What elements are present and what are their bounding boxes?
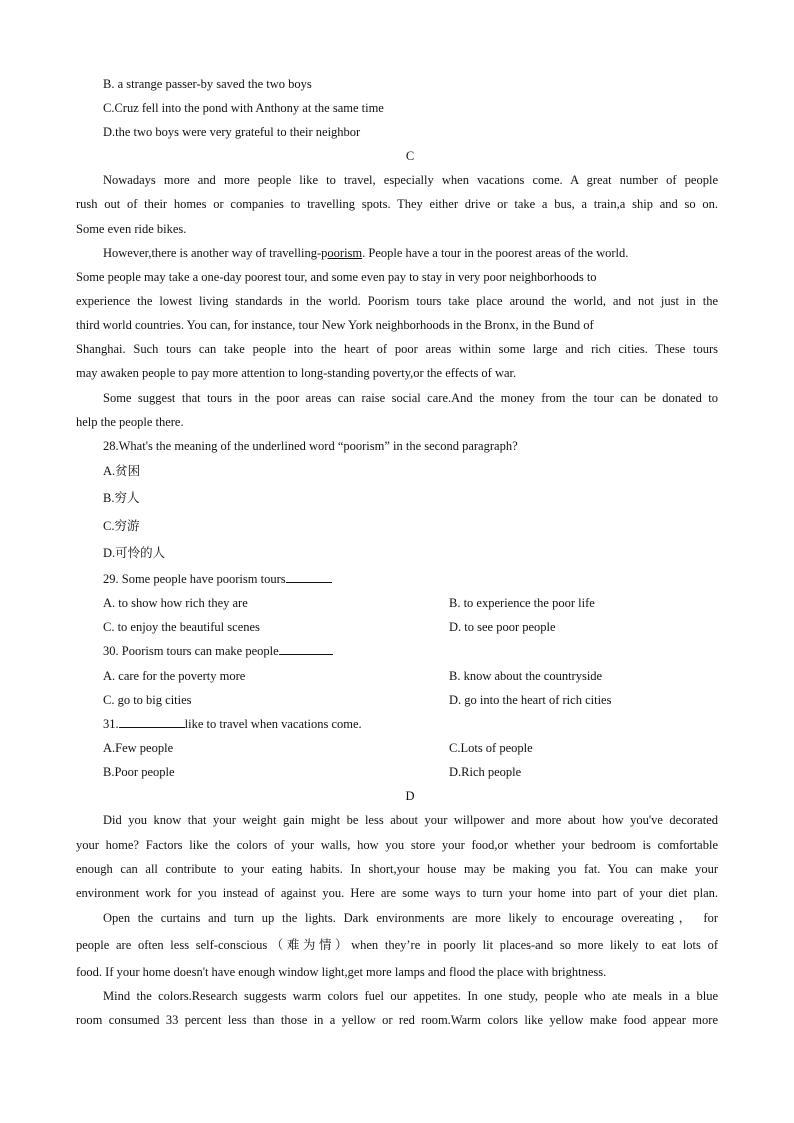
paragraph-line: Mind the colors.Research suggests warm colors fuel our appetites. In one study, people who ate meals in a blue	[103, 989, 718, 1003]
paragraph-line: Some suggest that tours in the poor areas can raise social care.And the money from the tour can be donated to	[103, 391, 718, 405]
paragraph-line: Shanghai. Such tours can take people into the heart of poor areas within some large and rich cities. These tours	[76, 342, 718, 356]
paragraph-line: help the people there.	[76, 415, 184, 429]
question-31	[103, 716, 362, 732]
paragraph-line: may awaken people to pay more attention to long-standing poverty,or the effects of war.	[76, 366, 517, 380]
option-c: C.Cruz fell into the pond with Anthony at the same time	[103, 101, 384, 115]
q29-option-d: D. to see poor people	[449, 620, 556, 634]
question-30	[103, 643, 333, 659]
text-span: . People have a tour in the poorest areas of the world.	[362, 246, 629, 260]
q30-option-b: B. know about the countryside	[449, 669, 603, 683]
paragraph-line: food. If your home doesn't have enough window light,get more lamps and flood the place with brightness.	[76, 965, 607, 979]
q30-option-d: D. go into the heart of rich cities	[449, 693, 612, 707]
paragraph-line: people are often less self-conscious（难为情）when they’re in poorly lit places-and so more likely to eat lots of	[76, 938, 718, 952]
section-heading-c: C	[405, 149, 415, 163]
paragraph-line: enough can all contribute to your eating habits. In short,your house may be making you fat. You can make your	[76, 862, 718, 876]
paragraph-line: Some people may take a one-day poorest tour, and some even pay to stay in very poor neighborhoods to	[76, 270, 597, 284]
paragraph-line: rush out of their homes or companies to travelling spots. They either drive or take a bus, a train,a ship and so on.	[76, 197, 718, 211]
q31-option-c: C.Lots of people	[449, 741, 533, 755]
text-span: However,there is another way of travelling-p	[103, 246, 328, 260]
q28-option-b: B.穷人	[103, 491, 140, 505]
paragraph-line: Some even ride bikes.	[76, 222, 187, 236]
q31-option-d: D.Rich people	[449, 765, 522, 779]
q31-option-b: B.Poor people	[103, 765, 175, 779]
q30-stem: 30. Poorism tours can make people	[103, 644, 279, 658]
q28-option-d: D.可怜的人	[103, 546, 166, 560]
paragraph-line: third world countries. You can, for instance, tour New York neighborhoods in the Bronx, in the Bund of	[76, 318, 594, 332]
q30-option-a: A. care for the poverty more	[103, 669, 246, 683]
paragraph-line: environment work for you instead of against you. Here are some ways to turn your home into part of your diet plan.	[76, 886, 718, 900]
paragraph-line: experience the lowest living standards in the world. Poorism tours take place around the world, and not just in the	[76, 294, 718, 308]
q29-option-b: B. to experience the poor life	[449, 596, 595, 610]
underlined-word: oorism	[327, 246, 363, 260]
q28-option-a: A.贫困	[103, 464, 141, 478]
answer-blank	[119, 716, 185, 728]
q31-option-a: A.Few people	[103, 741, 174, 755]
question-28: 28.What's the meaning of the underlined word “poorism” in the second paragraph?	[103, 439, 518, 453]
paragraph-line: Nowadays more and more people like to travel, especially when vacations come. A great number of people	[103, 173, 718, 187]
q31-number: 31.	[103, 717, 119, 731]
answer-blank	[286, 571, 332, 583]
q29-option-a: A. to show how rich they are	[103, 596, 248, 610]
q30-option-c: C. go to big cities	[103, 693, 192, 707]
paragraph-line	[103, 245, 628, 261]
q29-option-c: C. to enjoy the beautiful scenes	[103, 620, 260, 634]
q31-stem: like to travel when vacations come.	[184, 717, 362, 731]
option-d: D.the two boys were very grateful to their neighbor	[103, 125, 361, 139]
paragraph-line: Open the curtains and turn up the lights. Dark environments are more likely to encourage overeating， for	[103, 911, 718, 925]
question-29	[103, 571, 332, 587]
paragraph-line: Did you know that your weight gain might be less about your willpower and more about how you've decorated	[103, 813, 718, 827]
paragraph-line: room consumed 33 percent less than those in a yellow or red room.Warm colors like yellow make food appear more	[76, 1013, 718, 1027]
q29-stem: 29. Some people have poorism tours	[103, 572, 286, 586]
q28-option-c: C.穷游	[103, 519, 140, 533]
option-b: B. a strange passer-by saved the two boys	[103, 77, 312, 91]
section-heading-d: D	[405, 789, 415, 803]
paragraph-line: your home? Factors like the colors of your walls, how you store your food,or whether your bedroom is comfortable	[76, 838, 718, 852]
answer-blank	[279, 643, 333, 655]
